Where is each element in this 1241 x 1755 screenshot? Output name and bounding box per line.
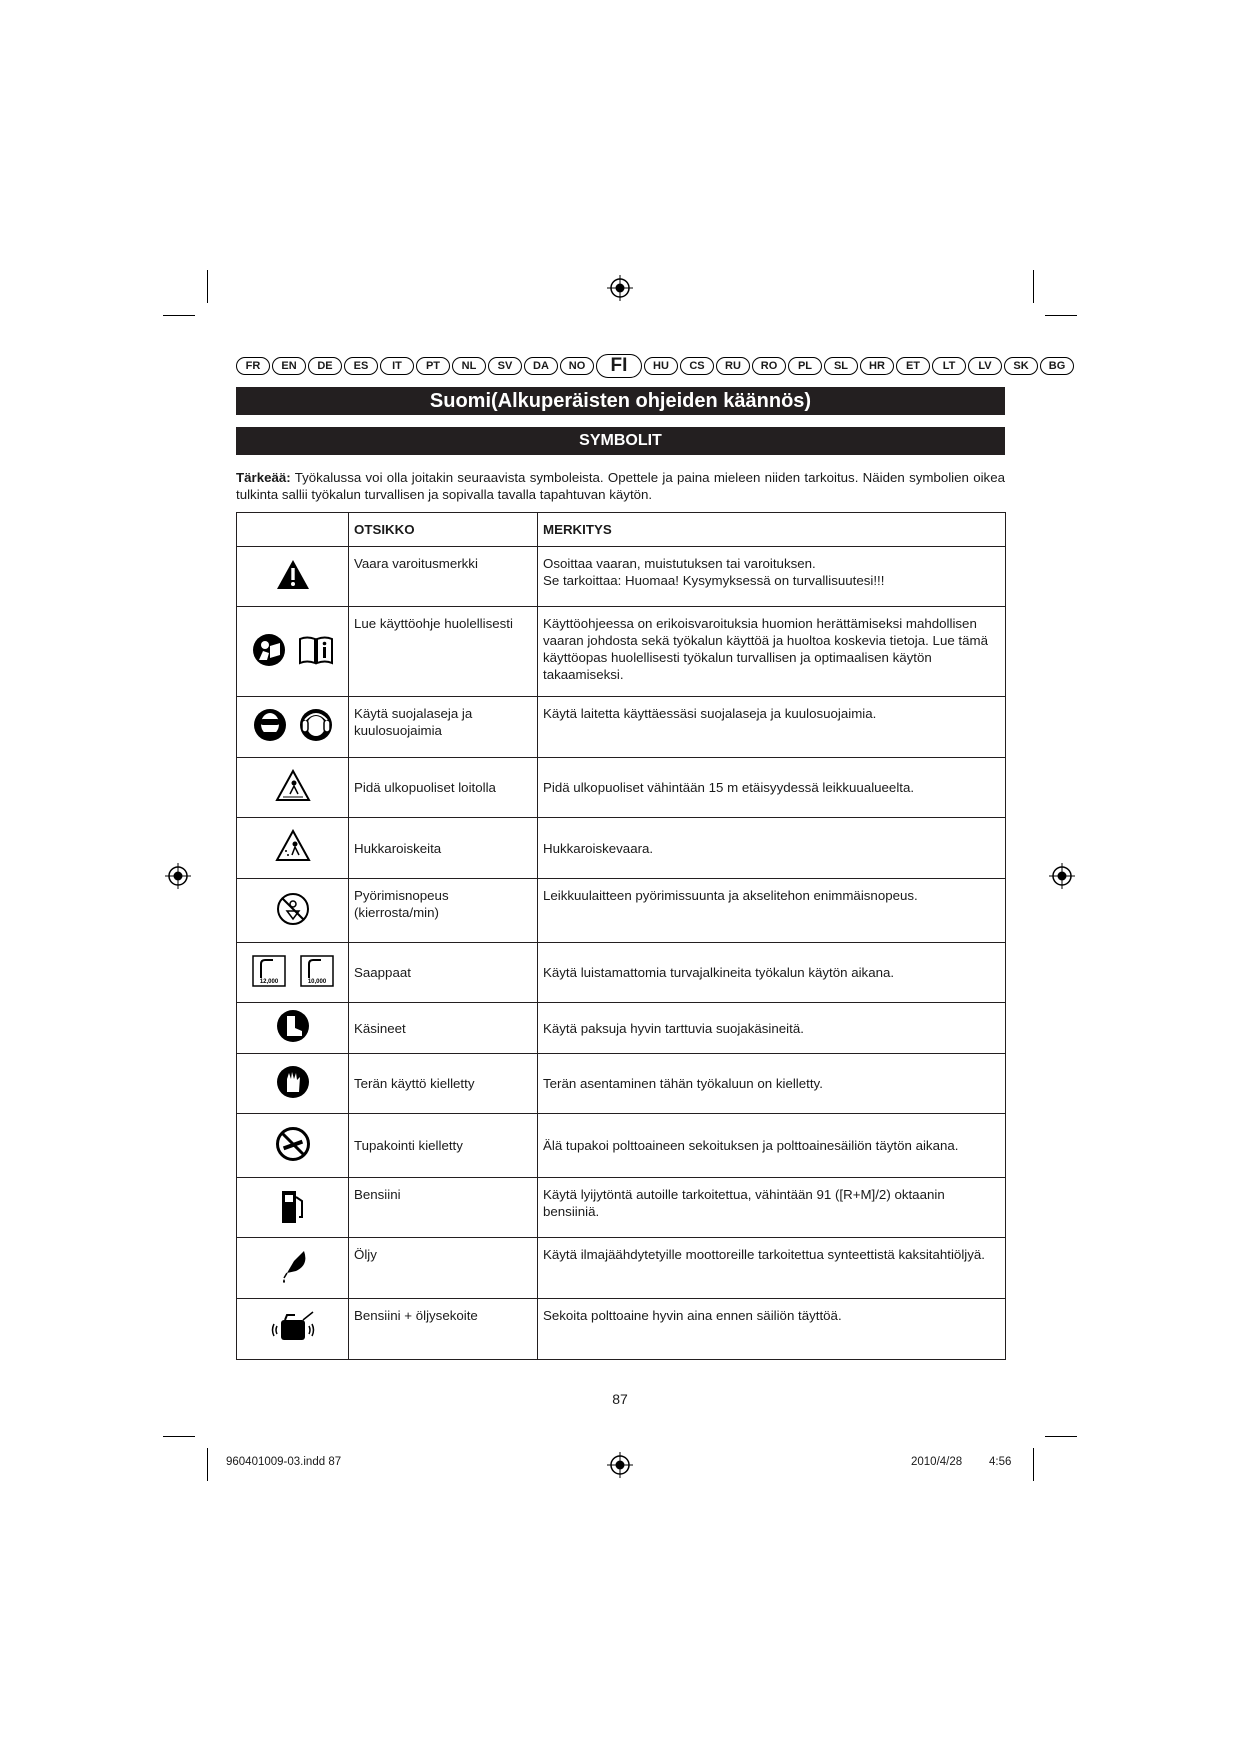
language-selector — [236, 355, 1066, 377]
language-sk[interactable]: SK — [1004, 357, 1038, 375]
crop-mark — [1033, 270, 1034, 303]
symbol-meaning: Älä tupakoi polttoaineen sekoituksen ja polttoainesäiliön täytön aikana. — [538, 1114, 1006, 1178]
language-pl[interactable]: PL — [788, 357, 822, 375]
symbol-cell — [237, 1178, 349, 1238]
crop-mark — [1045, 315, 1077, 316]
header-title: OTSIKKO — [349, 513, 538, 547]
section-title: SYMBOLIT — [236, 427, 1005, 455]
speed-12000-icon — [251, 954, 287, 992]
symbol-title: Hukkaroiskeita — [349, 818, 538, 879]
symbol-title: Käytä suojalaseja ja kuulosuojaimia — [349, 697, 538, 758]
table-row — [237, 1054, 1006, 1114]
symbol-meaning: Sekoita polttoaine hyvin aina ennen säiliön täyttöä. — [538, 1299, 1006, 1360]
info-book-icon — [298, 635, 334, 669]
symbol-cell — [237, 1003, 349, 1054]
symbol-meaning: Terän asentaminen tähän työkaluun on kielletty. — [538, 1054, 1006, 1114]
symbol-cell — [237, 607, 349, 697]
registration-mark-icon — [607, 1452, 633, 1478]
warning-triangle-icon — [275, 558, 311, 596]
svg-text:12,000: 12,000 — [259, 978, 278, 985]
language-et[interactable]: ET — [896, 357, 930, 375]
table-row — [237, 1114, 1006, 1178]
crop-mark — [207, 270, 208, 303]
symbol-meaning: Käytä laitetta käyttäessäsi suojalaseja ja kuulosuojaimia. — [538, 697, 1006, 758]
crop-mark — [163, 1436, 195, 1437]
safety-glasses-icon — [253, 707, 287, 747]
ear-protection-icon — [299, 707, 333, 747]
page-title: Suomi(Alkuperäisten ohjeiden käännös) — [236, 387, 1005, 415]
symbol-cell — [237, 1114, 349, 1178]
fuel-pump-icon — [278, 1187, 308, 1229]
table-row — [237, 1003, 1006, 1054]
language-lt[interactable]: LT — [932, 357, 966, 375]
symbol-meaning: Käyttöohjeessa on erikoisvaroituksia huomion herättämiseksi mahdollisen vaaran johdosta sekä työkalun käyttöä ja huoltoa koskevia tietoja. Lue tämä käyttöopas huolellisesti työkalun turvallisen ja optimaalisen käytön takaamiseksi. — [538, 607, 1006, 697]
intro-text: Työkalussa voi olla joitakin seuraavista symboleista. Opettele ja paina mieleen niiden tarkoitus. Näiden symbolien oikea tulkinta sallii työkalun turvallisen ja sopivalla tavalla tapahtuvan käytön. — [236, 470, 1005, 502]
symbol-title: Öljy — [349, 1238, 538, 1299]
table-row — [237, 879, 1006, 943]
language-fr[interactable]: FR — [236, 357, 270, 375]
symbol-meaning: Käytä ilmajäähdytetyille moottoreille tarkoitettua synteettistä kaksitahtiöljyä. — [538, 1238, 1006, 1299]
symbol-title: Saappaat — [349, 943, 538, 1003]
table-row — [237, 547, 1006, 607]
header-meaning: MERKITYS — [538, 513, 1006, 547]
language-nl[interactable]: NL — [452, 357, 486, 375]
symbol-meaning: Hukkaroiskevaara. — [538, 818, 1006, 879]
page-number: 87 — [612, 1391, 628, 1407]
intro-paragraph — [236, 469, 1005, 503]
language-da[interactable]: DA — [524, 357, 558, 375]
language-hu[interactable]: HU — [644, 357, 678, 375]
language-it[interactable]: IT — [380, 357, 414, 375]
language-sl[interactable]: SL — [824, 357, 858, 375]
language-hr[interactable]: HR — [860, 357, 894, 375]
footer-time: 4:56 — [989, 1456, 1012, 1468]
symbol-meaning: Pidä ulkopuoliset vähintään 15 m etäisyydessä leikkuualueelta. — [538, 758, 1006, 818]
symbol-title: Bensiini — [349, 1178, 538, 1238]
symbol-cell — [237, 879, 349, 943]
symbol-cell — [237, 943, 349, 1003]
footer-date: 2010/4/28 — [911, 1456, 963, 1468]
language-bg[interactable]: BG — [1040, 357, 1074, 375]
language-en[interactable]: EN — [272, 357, 306, 375]
table-row — [237, 943, 1006, 1003]
symbol-title: Terän käyttö kielletty — [349, 1054, 538, 1114]
symbol-cell — [237, 1299, 349, 1360]
symbol-title: Pidä ulkopuoliset loitolla — [349, 758, 538, 818]
table-row — [237, 818, 1006, 879]
symbol-meaning: Käytä lyijytöntä autoille tarkoitettua, vähintään 91 ([R+M]/2) oktaanin bensiiniä. — [538, 1178, 1006, 1238]
language-es[interactable]: ES — [344, 357, 378, 375]
symbol-cell — [237, 818, 349, 879]
crop-mark — [163, 315, 195, 316]
symbol-cell — [237, 547, 349, 607]
symbol-meaning: Käytä paksuja hyvin tarttuvia suojakäsineitä. — [538, 1003, 1006, 1054]
intro-bold: Tärkeää: — [236, 470, 291, 485]
language-cs[interactable]: CS — [680, 357, 714, 375]
keep-distance-icon — [275, 769, 311, 807]
svg-text:10,000: 10,000 — [307, 978, 326, 985]
crop-mark — [1033, 1448, 1034, 1481]
oil-drop-icon — [276, 1247, 310, 1289]
table-row — [237, 607, 1006, 697]
speed-10000-icon — [299, 954, 335, 992]
language-pt[interactable]: PT — [416, 357, 450, 375]
symbol-cell — [237, 1054, 349, 1114]
symbol-cell — [237, 1238, 349, 1299]
symbol-title: Vaara varoitusmerkki — [349, 547, 538, 607]
table-row — [237, 758, 1006, 818]
gloves-icon — [276, 1065, 310, 1103]
rotation-speed-icon — [276, 892, 310, 930]
language-no[interactable]: NO — [560, 357, 594, 375]
registration-mark-icon — [165, 863, 191, 889]
registration-mark-icon — [1049, 863, 1075, 889]
boots-icon — [276, 1009, 310, 1047]
language-ru[interactable]: RU — [716, 357, 750, 375]
crop-mark — [207, 1448, 208, 1481]
no-smoking-icon — [275, 1126, 311, 1166]
symbol-meaning: Käytä luistamattomia turvajalkineita työkalun käytön aikana. — [538, 943, 1006, 1003]
table-header-row — [237, 513, 1006, 547]
symbol-cell — [237, 758, 349, 818]
fuel-mix-can-icon — [265, 1310, 321, 1348]
language-sv[interactable]: SV — [488, 357, 522, 375]
footer-file: 960401009-03.indd 87 — [226, 1456, 342, 1468]
symbol-cell — [237, 697, 349, 758]
table-row — [237, 1238, 1006, 1299]
table-row — [237, 1299, 1006, 1360]
symbol-title: Tupakointi kielletty — [349, 1114, 538, 1178]
symbol-title: Käsineet — [349, 1003, 538, 1054]
language-lv[interactable]: LV — [968, 357, 1002, 375]
symbol-title: Bensiini + öljysekoite — [349, 1299, 538, 1360]
symbols-table — [236, 512, 1006, 1360]
symbol-title: Pyörimisnopeus (kierrosta/min) — [349, 879, 538, 943]
symbol-meaning: Leikkuulaitteen pyörimissuunta ja akselitehon enimmäisnopeus. — [538, 879, 1006, 943]
symbol-title: Lue käyttöohje huolellisesti — [349, 607, 538, 697]
table-row — [237, 697, 1006, 758]
language-de[interactable]: DE — [308, 357, 342, 375]
registration-mark-icon — [607, 275, 633, 301]
read-manual-icon — [252, 633, 286, 671]
crop-mark — [1045, 1436, 1077, 1437]
flying-debris-icon — [275, 829, 311, 867]
language-ro[interactable]: RO — [752, 357, 786, 375]
symbol-meaning: Osoittaa vaaran, muistutuksen tai varoituksen. Se tarkoittaa: Huomaa! Kysymyksessä on turvallisuutesi!!! — [538, 547, 1006, 607]
language-fi[interactable]: FI — [596, 354, 642, 378]
header-icon-cell — [237, 513, 349, 547]
table-row — [237, 1178, 1006, 1238]
